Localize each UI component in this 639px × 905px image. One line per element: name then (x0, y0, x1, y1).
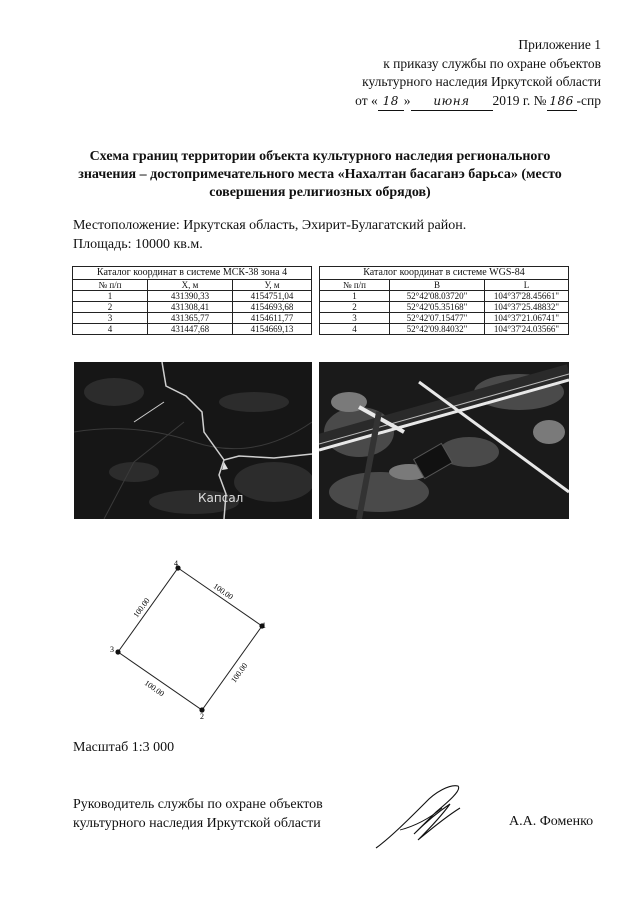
msk-cell: 431365,77 (148, 313, 233, 324)
plan-label-3: 3 (110, 645, 114, 654)
wgs-cell: 104°37'24.03566" (485, 324, 569, 335)
boundary-plan (100, 556, 280, 726)
wgs-cell: 52°42'07.15477" (390, 313, 485, 324)
table-row (320, 313, 569, 324)
table-row (73, 302, 312, 313)
wgs-cell: 4 (320, 324, 390, 335)
appendix-header (355, 36, 601, 111)
wgs-cell: 52°42'09.84032" (390, 324, 485, 335)
wgs-header-num: № п/п (320, 280, 390, 291)
msk-cell: 4 (73, 324, 148, 335)
catalog-msk-title: Каталог координат в системе МСК-38 зона 4 (73, 267, 312, 280)
location-block (73, 216, 466, 254)
position-line-1: Руководитель службы по охране объектов (73, 797, 323, 812)
plan-point-3 (115, 649, 120, 654)
msk-cell: 4154751,04 (233, 291, 312, 302)
table-row (73, 291, 312, 302)
wgs-cell: 1 (320, 291, 390, 302)
position-line-2: культурного наследия Иркутской области (73, 816, 321, 831)
wgs-cell: 104°37'28.45661" (485, 291, 569, 302)
appendix-date-line (355, 92, 601, 112)
location-text: Местоположение: Иркутская область, Эхирит-Булагатский район. (73, 218, 467, 233)
msk-cell: 1 (73, 291, 148, 302)
scale-text: Масштаб 1:3 000 (73, 740, 175, 755)
msk-cell: 3 (73, 313, 148, 324)
wgs-cell: 3 (320, 313, 390, 324)
table-row (73, 313, 312, 324)
catalog-wgs-table (319, 266, 569, 335)
order-suffix: -спр (576, 92, 601, 108)
appendix-line-2: к приказу службы по охране объектов (383, 55, 601, 71)
msk-cell: 2 (73, 302, 148, 313)
date-day: 18 (378, 92, 404, 112)
wgs-header-b: B (390, 280, 485, 291)
catalog-msk-table (72, 266, 312, 335)
msk-cell: 4154611,77 (233, 313, 312, 324)
msk-cell: 431447,68 (148, 324, 233, 335)
table-row (320, 291, 569, 302)
wgs-cell: 104°37'25.48832" (485, 302, 569, 313)
date-month: июня (411, 92, 493, 112)
date-year: 2019 г. № (492, 92, 547, 108)
plan-label-4: 4 (174, 559, 178, 568)
table-row (73, 324, 312, 335)
catalog-wgs-title: Каталог координат в системе WGS-84 (320, 267, 569, 280)
msk-header-y: У, м (233, 280, 312, 291)
plan-label-1: 1 (262, 621, 266, 630)
table-row (320, 324, 569, 335)
document-title: Схема границ территории объекта культурного наследия регионального значения – достопримечательного места «Нахалтан басаганэ барьса» (место совершения религиозных обрядов) (78, 149, 562, 200)
area-text: Площадь: 10000 кв.м. (73, 237, 203, 252)
wgs-header-l: L (485, 280, 569, 291)
appendix-line-3: культурного наследия Иркутской области (362, 74, 601, 89)
msk-cell: 4154669,13 (233, 324, 312, 335)
plan-side-4-1: 100.00 (211, 581, 235, 602)
signatory-position (73, 795, 323, 833)
map-label-kapsal: Капсал (198, 491, 244, 505)
msk-cell: 431308,41 (148, 302, 233, 313)
msk-cell: 431390,33 (148, 291, 233, 302)
wgs-cell: 52°42'08.03720" (390, 291, 485, 302)
msk-cell: 4154693,68 (233, 302, 312, 313)
overview-aerial-photo (74, 362, 312, 519)
plan-label-2: 2 (200, 712, 204, 721)
plan-side-3-4: 100.00 (131, 596, 152, 620)
plan-side-1-2: 100.00 (229, 661, 250, 685)
signatory-name: А.А. Фоменко (509, 814, 594, 829)
wgs-cell: 104°37'21.06741" (485, 313, 569, 324)
msk-header-num: № п/п (73, 280, 148, 291)
wgs-cell: 2 (320, 302, 390, 313)
appendix-line-1: Приложение 1 (518, 37, 601, 52)
order-number: 186 (547, 92, 577, 112)
wgs-cell: 52°42'05.35168" (390, 302, 485, 313)
date-prefix: от « (355, 92, 378, 108)
detail-aerial-photo (319, 362, 569, 519)
plan-side-2-3: 100.00 (142, 678, 166, 699)
msk-header-x: X, м (148, 280, 233, 291)
date-mid: » (403, 92, 411, 108)
table-row (320, 302, 569, 313)
handwritten-signature (370, 778, 475, 858)
